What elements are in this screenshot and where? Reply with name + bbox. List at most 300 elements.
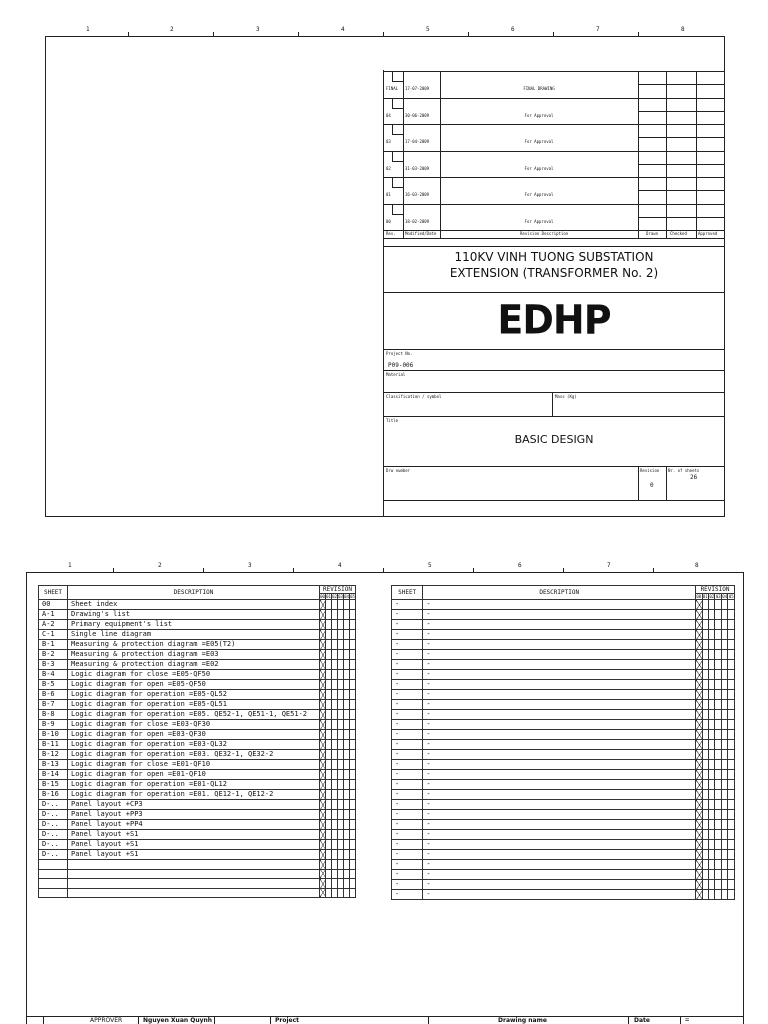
table-row [39, 640, 356, 650]
sheet-cell: - [392, 880, 423, 890]
revision-cell [350, 780, 356, 790]
revision-cell [728, 860, 735, 870]
revision-cell [728, 750, 735, 760]
description-header: DESCRIPTION [423, 586, 696, 600]
table-row [392, 880, 735, 890]
table-row [39, 780, 356, 790]
table-row [39, 760, 356, 770]
description-cell: - [423, 610, 696, 620]
description-cell: Measuring & protection diagram =E02 [68, 660, 320, 670]
description-cell: Panel layout +PP3 [68, 810, 320, 820]
divider [138, 1016, 139, 1024]
sheet-cell: B-7 [39, 700, 68, 710]
divider [638, 71, 639, 238]
description-cell: - [423, 860, 696, 870]
column-number: 4 [341, 26, 345, 33]
company-logo: EDHP [497, 296, 611, 344]
revision-value: 0 [650, 482, 654, 489]
table-row [39, 600, 356, 610]
revision-cell [350, 830, 356, 840]
sheet-cell: B-8 [39, 710, 68, 720]
sheet-cell: A-1 [39, 610, 68, 620]
divider [392, 98, 393, 108]
sheet-cell: - [392, 800, 423, 810]
column-number: 6 [518, 562, 522, 569]
revision-description: FINAL DRAWING [523, 86, 555, 91]
divider [384, 466, 724, 467]
divider [392, 151, 393, 161]
divider [384, 500, 724, 501]
revision-cell [728, 820, 735, 830]
revision-header-date: Modified/Date [405, 231, 437, 236]
description-cell: - [423, 890, 696, 900]
revision-description: For Approval [524, 112, 554, 118]
table-row [392, 740, 735, 750]
table-row [392, 600, 735, 610]
table-row [39, 650, 356, 660]
revision-description: For Approval [524, 165, 554, 171]
project-label: Project [275, 1017, 300, 1024]
sheet-cell: C-1 [39, 630, 68, 640]
table-row [392, 750, 735, 760]
sheet-cell: B-1 [39, 640, 68, 650]
revision-column-header: 03 [338, 594, 343, 599]
description-cell: Single line diagram [68, 630, 320, 640]
sheet-cell: D-.. [39, 810, 68, 820]
sheet-header: SHEET [39, 586, 68, 600]
table-row [392, 670, 735, 680]
description-cell: - [423, 650, 696, 660]
revision-cell [728, 850, 735, 860]
divider [638, 84, 724, 85]
revision-cell [350, 640, 356, 650]
table-row [39, 860, 356, 870]
revision-cell [728, 680, 735, 690]
divider [403, 71, 404, 238]
sheet-cell: D-.. [39, 830, 68, 840]
classification-label: Classification / symbol [386, 394, 442, 399]
revision-cell [350, 810, 356, 820]
description-cell: Logic diagram for operation =E05. QE52-1, QE51-1, QE51-2 [68, 710, 320, 720]
description-cell: - [423, 730, 696, 740]
table-row [39, 830, 356, 840]
divider [392, 124, 393, 134]
divider [43, 1016, 44, 1024]
description-cell: Panel layout +S1 [68, 850, 320, 860]
revision-header-desc: Revision Description [520, 231, 569, 236]
divider [666, 71, 667, 238]
revision-cell [728, 770, 735, 780]
revision-cell [350, 730, 356, 740]
column-number: 3 [248, 562, 252, 569]
sheet-cell: B-16 [39, 790, 68, 800]
table-row [392, 830, 735, 840]
sheet-cell: - [392, 600, 423, 610]
sheet-cell: 00 [39, 600, 68, 610]
table-row [392, 710, 735, 720]
table-row [39, 888, 356, 898]
sheet-cell: - [392, 780, 423, 790]
divider [384, 177, 724, 178]
divider [214, 1016, 215, 1024]
revision-column-header: 02 [332, 594, 337, 599]
sheet-cell [39, 860, 68, 870]
sheet-cell [39, 879, 68, 889]
drw-number-label: Drw number [386, 468, 411, 473]
sheet-cell: - [392, 840, 423, 850]
table-header-row [39, 586, 356, 594]
revision-header-rev: Rev. [386, 231, 396, 236]
revision-cell [350, 650, 356, 660]
column-number: 7 [596, 26, 600, 33]
description-cell: Drawing's list [68, 610, 320, 620]
revision-date: 17-04-2009 [405, 139, 430, 144]
revision-rev: 01 [386, 192, 391, 197]
revision-cell [728, 690, 735, 700]
table-row [392, 840, 735, 850]
divider [638, 111, 724, 112]
divider [384, 151, 724, 152]
sheet-index-table-left [38, 585, 356, 898]
sheet-header: SHEET [392, 586, 423, 600]
revision-cell [728, 880, 735, 890]
revision-cell [350, 840, 356, 850]
table-row [39, 610, 356, 620]
revision-header-approved: Approved [698, 231, 718, 236]
sheet-cell: B-3 [39, 660, 68, 670]
revision-rev: 02 [386, 165, 391, 171]
revision-cell [728, 610, 735, 620]
sheet-cell: - [392, 660, 423, 670]
divider [384, 124, 724, 125]
description-cell: - [423, 770, 696, 780]
description-cell: - [423, 740, 696, 750]
divider [384, 204, 724, 205]
revision-cell [728, 660, 735, 670]
sheet-cell: D-.. [39, 840, 68, 850]
sheet-cell: B-9 [39, 720, 68, 730]
divider [628, 1016, 629, 1024]
divider [666, 466, 667, 500]
sheet-cell: D-.. [39, 850, 68, 860]
revision-date: 16-03-2009 [405, 192, 430, 197]
table-row [39, 770, 356, 780]
divider [638, 217, 724, 218]
revision-cell [728, 600, 735, 610]
sheet-cell: - [392, 890, 423, 900]
table-row [392, 720, 735, 730]
table-row [39, 670, 356, 680]
sheet-cell: - [392, 690, 423, 700]
description-cell: - [423, 700, 696, 710]
table-row [39, 800, 356, 810]
table-row [392, 620, 735, 630]
revision-column-header: 04 [722, 594, 728, 599]
description-cell: - [423, 820, 696, 830]
revision-cell [728, 800, 735, 810]
sheet-cell: B-13 [39, 760, 68, 770]
revision-cell [350, 800, 356, 810]
divider [638, 466, 639, 500]
table-header-row [392, 586, 735, 594]
description-cell: Sheet index [68, 600, 320, 610]
description-cell: Panel layout +S1 [68, 830, 320, 840]
description-cell: - [423, 600, 696, 610]
sheet-cell: - [392, 870, 423, 880]
sheet-cell: - [392, 720, 423, 730]
sheet-cell: - [392, 790, 423, 800]
description-cell: Measuring & protection diagram =E03 [68, 650, 320, 660]
table-row [39, 690, 356, 700]
table-row [392, 730, 735, 740]
divider [384, 370, 724, 371]
revision-cell [350, 660, 356, 670]
table-row [392, 630, 735, 640]
sheet-cell: - [392, 700, 423, 710]
description-cell: Logic diagram for operation =E03. QE32-1, QE32-2 [68, 750, 320, 760]
revision-cell [728, 730, 735, 740]
revision-column-header: 05 [728, 594, 734, 599]
approver-label: APPROVER [90, 1017, 123, 1024]
table-row [39, 710, 356, 720]
revision-cell [350, 790, 356, 800]
sheet-cell: B-2 [39, 650, 68, 660]
revision-cell [350, 670, 356, 680]
revision-cell [728, 630, 735, 640]
description-cell: - [423, 850, 696, 860]
description-cell: - [423, 800, 696, 810]
description-cell: Logic diagram for operation =E05-QL52 [68, 690, 320, 700]
revision-cell [350, 820, 356, 830]
revision-cell [350, 770, 356, 780]
revision-date: 30-06-2009 [405, 112, 430, 118]
table-row [39, 879, 356, 889]
description-cell: Logic diagram for open =E05-QF50 [68, 680, 320, 690]
revision-cell [728, 620, 735, 630]
revision-cell [350, 850, 356, 860]
table-row [39, 869, 356, 879]
revision-cell [728, 670, 735, 680]
revision-cell [728, 780, 735, 790]
drawing-name-label: Drawing name [498, 1017, 547, 1024]
divider [384, 246, 724, 247]
sheet-cell: B-12 [39, 750, 68, 760]
project-title-line-2: EXTENSION (TRANSFORMER No. 2) [449, 266, 659, 280]
sheet-cell: - [392, 710, 423, 720]
revision-cell [350, 680, 356, 690]
description-cell: - [423, 620, 696, 630]
column-number: 5 [428, 562, 432, 569]
revision-cell [350, 750, 356, 760]
divider [392, 71, 393, 81]
date-label: Date [634, 1017, 650, 1024]
revision-rev: 00 [386, 218, 391, 224]
divider [680, 1016, 681, 1024]
sheet-cell [39, 888, 68, 898]
revision-label: Revision [640, 468, 660, 473]
table-row [39, 820, 356, 830]
column-number: 7 [607, 562, 611, 569]
description-cell: - [423, 840, 696, 850]
description-cell: - [423, 880, 696, 890]
project-no-label: Project No. [386, 351, 413, 356]
table-row [39, 730, 356, 740]
table-row [392, 680, 735, 690]
revision-column-header: 01 [702, 594, 708, 599]
drawing-title: BASIC DESIGN [514, 433, 594, 446]
revision-description: For Approval [524, 139, 554, 144]
sheet-cell: - [392, 850, 423, 860]
revision-cell [728, 840, 735, 850]
description-cell: - [423, 750, 696, 760]
table-row [392, 810, 735, 820]
description-cell: Logic diagram for open =E01-QF10 [68, 770, 320, 780]
sheet-cell: - [392, 760, 423, 770]
sheet-cell: B-10 [39, 730, 68, 740]
table-row [39, 620, 356, 630]
revision-cell [728, 740, 735, 750]
table-row [392, 640, 735, 650]
sheet-cell: A-2 [39, 620, 68, 630]
revision-cell [728, 810, 735, 820]
table-row [392, 800, 735, 810]
revision-header: REVISION [320, 586, 356, 594]
divider [428, 1016, 429, 1024]
table-row [39, 790, 356, 800]
revision-cell [350, 700, 356, 710]
table-row [392, 820, 735, 830]
revision-header-drawn: Drawn [646, 231, 659, 236]
description-cell: - [423, 830, 696, 840]
revision-description: For Approval [524, 192, 554, 197]
description-cell: - [423, 780, 696, 790]
revision-cell [350, 690, 356, 700]
column-number: 1 [86, 26, 90, 33]
column-number: 2 [170, 26, 174, 33]
revision-cell [350, 888, 356, 898]
sheet-index-table-right [391, 585, 735, 900]
revision-cell [728, 790, 735, 800]
table-row [39, 680, 356, 690]
mass-label: Mass (Kg) [555, 394, 577, 399]
description-cell: - [423, 640, 696, 650]
revision-cell [350, 879, 356, 889]
table-row [39, 630, 356, 640]
table-row [392, 690, 735, 700]
revision-date: 31-03-2009 [405, 165, 430, 171]
revision-rev: 03 [386, 139, 391, 144]
description-cell: Panel layout +CP3 [68, 800, 320, 810]
title-label: Title [386, 418, 399, 423]
table-row [392, 660, 735, 670]
table-row [39, 660, 356, 670]
revision-cell [350, 630, 356, 640]
revision-cell [350, 760, 356, 770]
revision-cell [350, 620, 356, 630]
sheet-cell: - [392, 610, 423, 620]
revision-cell [728, 830, 735, 840]
divider [440, 71, 441, 238]
sheet-cell: - [392, 650, 423, 660]
column-number: 2 [158, 562, 162, 569]
divider [384, 292, 724, 293]
divider [392, 204, 393, 214]
revision-cell [350, 610, 356, 620]
description-cell: Logic diagram for operation =E01-QL12 [68, 780, 320, 790]
description-cell: - [423, 870, 696, 880]
table-row [392, 760, 735, 770]
revision-column-header: 02 [709, 594, 715, 599]
revision-header: REVISION [696, 586, 735, 594]
description-cell [68, 879, 320, 889]
description-cell: - [423, 630, 696, 640]
sheet-cell: B-5 [39, 680, 68, 690]
sheet-cell: - [392, 670, 423, 680]
description-cell: Logic diagram for close =E03-QF30 [68, 720, 320, 730]
sheet-cell: - [392, 740, 423, 750]
description-cell: - [423, 690, 696, 700]
revision-cell [728, 720, 735, 730]
column-number: 8 [681, 26, 685, 33]
sheet-cell: - [392, 820, 423, 830]
sheet-cell: - [392, 730, 423, 740]
revision-cell [350, 710, 356, 720]
table-row [39, 810, 356, 820]
revision-cell [350, 740, 356, 750]
revision-cell [350, 860, 356, 870]
revision-cell [728, 710, 735, 720]
sheets-value: 26 [690, 474, 698, 481]
table-row [392, 650, 735, 660]
material-label: Material [386, 372, 406, 377]
table-row [39, 850, 356, 860]
description-cell: Measuring & protection diagram =E05(T2) [68, 640, 320, 650]
sheet-cell: - [392, 770, 423, 780]
table-row [39, 840, 356, 850]
description-cell: Logic diagram for close =E05-QF50 [68, 670, 320, 680]
revision-cell [350, 720, 356, 730]
sheet-cell: - [392, 620, 423, 630]
table-row [392, 890, 735, 900]
description-cell: - [423, 810, 696, 820]
revision-column-header: 00 [320, 594, 325, 599]
revision-description: For Approval [524, 218, 554, 224]
description-cell: - [423, 720, 696, 730]
divider [384, 98, 724, 99]
sheet-cell: - [392, 630, 423, 640]
revision-cell [728, 760, 735, 770]
table-row [392, 790, 735, 800]
description-cell: - [423, 660, 696, 670]
description-cell [68, 888, 320, 898]
column-number: 1 [68, 562, 72, 569]
sheet-cell: - [392, 810, 423, 820]
equals-sign: = [685, 1016, 690, 1024]
divider [638, 164, 724, 165]
sheet-cell: - [392, 830, 423, 840]
column-number: 8 [695, 562, 699, 569]
table-row [392, 770, 735, 780]
table-row [392, 610, 735, 620]
sheet-cell: B-15 [39, 780, 68, 790]
revision-column-header: 01 [326, 594, 331, 599]
sheet-cell: B-11 [39, 740, 68, 750]
revision-cell [728, 870, 735, 880]
description-cell: Logic diagram for open =E03-QF30 [68, 730, 320, 740]
sheet-cell: - [392, 680, 423, 690]
description-cell: Panel layout +PP4 [68, 820, 320, 830]
divider [384, 238, 724, 239]
